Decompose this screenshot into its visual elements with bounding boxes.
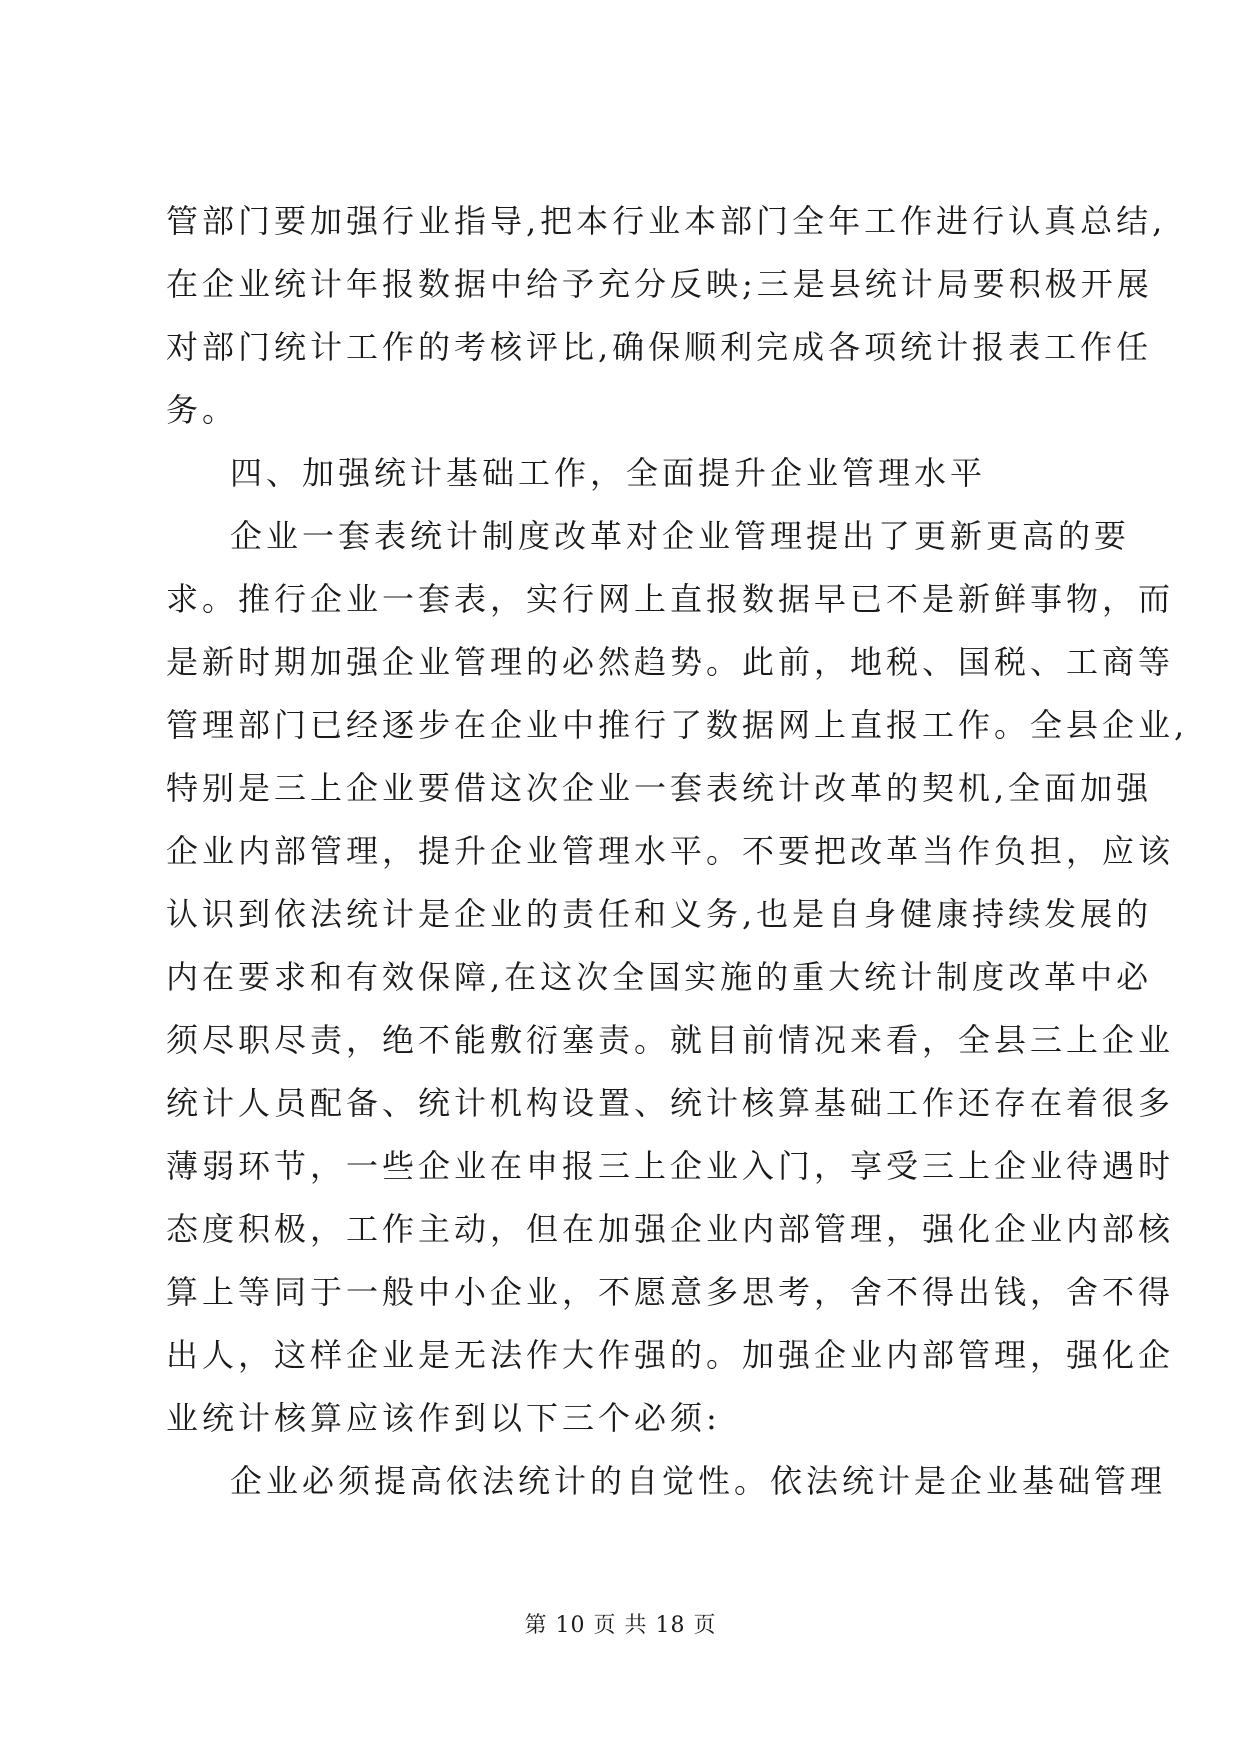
body-text	[166, 190, 1189, 1513]
text-line: 业统计核算应该作到以下三个必须:	[166, 1399, 721, 1437]
text-line: 统计人员配备、统计机构设置、统计核算基础工作还存在着很多	[166, 1084, 1175, 1122]
text-line: 对部门统计工作的考核评比,确保顺利完成各项统计报表工作任	[166, 328, 1153, 366]
text-line: 企业一套表统计制度改革对企业管理提出了更新更高的要	[230, 517, 1131, 555]
text-line: 内在要求和有效保障,在这次全国实施的重大统计制度改革中必	[166, 958, 1153, 996]
text-line: 企业内部管理，提升企业管理水平。不要把改革当作负担，应该	[166, 832, 1175, 870]
text-line: 在企业统计年报数据中给予充分反映;三是县统计局要积极开展	[166, 265, 1153, 303]
text-line: 特别是三上企业要借这次企业一套表统计改革的契机,全面加强	[166, 769, 1153, 807]
text-line: 管理部门已经逐步在企业中推行了数据网上直报工作。全县企业,	[166, 706, 1189, 744]
text-line: 态度积极，工作主动，但在加强企业内部管理，强化企业内部核	[166, 1210, 1175, 1248]
text-line: 认识到依法统计是企业的责任和义务,也是自身健康持续发展的	[166, 895, 1153, 933]
text-line: 须尽职尽责，绝不能敷衍塞责。就目前情况来看，全县三上企业	[166, 1021, 1175, 1059]
text-line: 薄弱环节，一些企业在申报三上企业入门，享受三上企业待遇时	[166, 1147, 1175, 1185]
text-line: 算上等同于一般中小企业，不愿意多思考，舍不得出钱，舍不得	[166, 1273, 1175, 1311]
text-line: 求。推行企业一套表，实行网上直报数据早已不是新鲜事物，而	[166, 580, 1175, 618]
text-line: 企业必须提高依法统计的自觉性。依法统计是企业基础管理	[230, 1462, 1167, 1500]
page-number-footer: 第 10 页 共 18 页	[524, 1613, 717, 1638]
text-line: 是新时期加强企业管理的必然趋势。此前，地税、国税、工商等	[166, 643, 1175, 681]
text-line: 管部门要加强行业指导,把本行业本部门全年工作进行认真总结,	[166, 202, 1167, 240]
text-line: 务。	[166, 391, 239, 429]
text-line: 出人，这样企业是无法作大作强的。加强企业内部管理，强化企	[166, 1336, 1175, 1374]
text-line: 四、加强统计基础工作，全面提升企业管理水平	[230, 454, 987, 492]
